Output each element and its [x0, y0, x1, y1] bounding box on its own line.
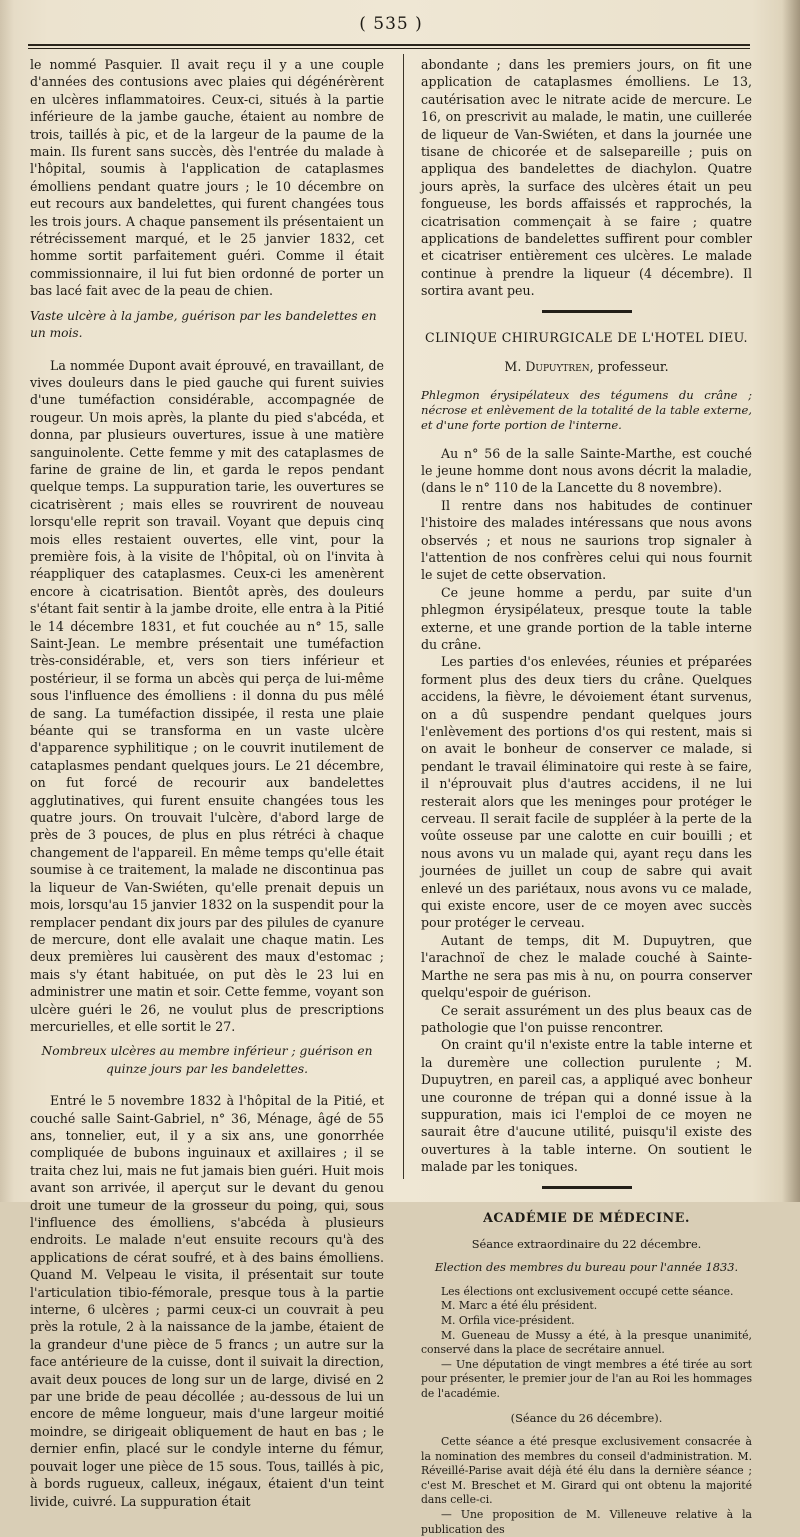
paragraph: On craint qu'il n'existe entre la table interne et la duremère une collection purulente ; M. Dupuytren, en pareil cas, a appliqué avec bonheur une couronne de trépan qui a donné issue à la suppuration, mais ici l'emploi de ce moyen ne saurait être d'aucune utilité, puisqu'il existe des ouvertures à la table interne. On soutient le malade par les toniques.: [421, 1037, 752, 1175]
section-separator: [542, 1186, 632, 1189]
clinic-heading: CLINIQUE CHIRURGICALE DE L'HOTEL DIEU.: [425, 329, 748, 345]
paragraph: Ce serait assurément un des plus beaux cas de pathologie que l'on puisse rencontrer.: [421, 1002, 752, 1035]
paragraph: M. Marc a été élu président.: [441, 1299, 598, 1313]
paragraph: Ce jeune homme a perdu, par suite d'un phlegmon érysipélateux, presque toute la table externe, et une grande portion de la table interne du crâne.: [421, 584, 752, 652]
professor-line: [421, 358, 752, 375]
section-separator: [542, 310, 632, 313]
paragraph: — Une députation de vingt membres a été tirée au sort pour présenter, le premier jour de l'an au Roi les hommages de l'académie.: [421, 1357, 752, 1400]
binding-shadow: [0, 0, 14, 1202]
paragraph: Il rentre dans nos habitudes de continuer l'histoire des malades intéressans que nous avons observés ; et nous ne saurions trop signaler à l'attention de nos confrères celui qui nous fournit le sujet de cette observation.: [421, 497, 752, 583]
paragraph: Au n° 56 de la salle Sainte-Marthe, est couché le jeune homme dont nous avons décrit la maladie, (dans le n° 110 de la Lancette du 8 novembre).: [421, 445, 752, 496]
left-column: [30, 56, 384, 1510]
page-number: ( 535 ): [359, 14, 423, 34]
academy-heading: ACADÉMIE DE MÉDECINE.: [483, 1209, 690, 1225]
right-column: [421, 56, 752, 1537]
professor-name: M. Dupuytren: [504, 359, 590, 375]
paragraph: le nommé Pasquier. Il avait reçu il y a une couple d'années des contusions avec plaies qui dégénérèrent en ulcères inflammatoires. Ceux-ci, situés à la partie inférieure de la jambe gauche, étaient au nombre de trois, taillés à pic, et de la largeur de la paume de la main. Ils furent sans succès, dès l'entrée du malade à l'hôpital, soumis à l'application de cataplasmes émolliens pendant quatre jours ; le 10 décembre on eut recours aux bandelettes, qui furent changées tous les trois jours. A chaque pansement ils présentaient un rétrécissement marqué, et le 25 janvier 1832, cet homme sortit parfaitement guéri. Comme il était commissionnaire, il lui fut bien ordonné de porter un bas lacé fait avec de la peau de chien.: [30, 57, 384, 299]
page-edge-shadow: [782, 0, 800, 1202]
paragraph: Les parties d'os enlevées, réunies et préparées forment plus des deux tiers du crâne. Quelques accidens, la fièvre, le dévoiement étant survenus, on a dû suspendre pendant quelques jours l'enlèvement des portions d'os qui restent, mais si on avait le bonheur de conserver ce malade, si pendant le travail éliminatoire qui reste à se faire, il n'éprouvait plus d'autres accidens, il ne lui resterait alors que les meninges pour protéger le cerveau. Il serait facile de suppléer à la perte de la voûte osseuse par une calotte en cuir bouilli ; et nous avons vu un malade qui, ayant reçu dans les journées de juillet un coup de sabre qui avait enlevé un des pariétaux, nous avons vu ce malade, qui existe encore, user de ce moyen avec succès pour protéger le cerveau.: [421, 654, 752, 931]
case-subtitle: Phlegmon érysipélateux des tégumens du crâne ; nécrose et enlèvement de la totalité de la table externe, et d'une forte portion de l'interne.: [421, 387, 752, 432]
section-title: Nombreux ulcères au membre inférieur ; guérison en quinze jours par les bandelettes.: [41, 1044, 373, 1076]
paragraph: Autant de temps, dit M. Dupuytren, que l'arachnoï de chez le malade couché à Sainte-Marthe ne sera pas mis à nu, on pourra conserver quelqu'espoir de guérison.: [421, 932, 752, 1001]
column-divider: [403, 54, 404, 1179]
header-rule: [28, 44, 750, 49]
paragraph: — Une proposition de M. Villeneuve relative à la publication des: [421, 1507, 752, 1536]
session-title: (Séance du 26 décembre).: [510, 1410, 663, 1425]
paragraph: abondante ; dans les premiers jours, on fit une application de cataplasmes émolliens. Le 13, cautérisation avec le nitrate acide de mercure. Le 16, on prescrivit au malade, le matin, une cuillerée de liqueur de Van-Swiéten, et dans la journée une tisane de chicorée et de salsepareille ; puis on appliqua des bandelettes de diachylon. Quatre jours après, la surface des ulcères était un peu fongueuse, les bords affaissés et rapprochés, la cicatrisation commençait à se faire ; quatre applications de bandelettes suffirent pour combler et cicatriser entièrement ces ulcères. Le malade continue à prendre la liqueur (4 décembre). Il sortira avant peu.: [421, 57, 752, 299]
election-title: Election des membres du bureau pour l'année 1833.: [434, 1260, 739, 1275]
paragraph: Entré le 5 novembre 1832 à l'hôpital de la Pitié, et couché salle Saint-Gabriel, n° 36, Ménage, âgé de 55 ans, tonnelier, eut, il y a six ans, une gonorrhée compliquée de bubons inguinaux et axillaires ; il se traita chez lui, mais ne fut jamais bien guéri. Huit mois avant son arrivée, il aperçut sur le devant du genou droit une tumeur de la grosseur du poing, qui, sous l'influence des émolliens, s'abcéda à plusieurs endroits. Le malade n'eut ensuite recours qu'à des applications de cérat soufré, et à des bains émolliens. Quand M. Velpeau le visita, il présentait sur toute l'articulation tibio-fémorale, presque tous à la partie interne, 6 ulcères ; parmi ceux-ci un couvrait à peu près la rotule, 2 à la naissance de la jambe, étaient de la grandeur d'une pièce de 5 francs ; un autre sur la face antérieure de la cuisse, dont il suivait la direction, avait deux pouces de long sur un de large, divisé en 2 par une bride de peau décollée ; au-dessous de lui un encore de même longueur, mais d'une largeur moitié moindre, se dirigeait obliquement de haut en bas ; le dernier enfin, placé sur le condyle interne du fémur, pouvait loger une pièce de 15 sous. Tous, taillés à pic, à bords rugueux, calleux, inégaux, étaient d'un teint livide, cuivré. La suppuration était: [30, 1093, 384, 1509]
paragraph: Cette séance a été presque exclusivement consacrée à la nomination des membres du conseil d'administration. M. Réveillé-Parise avait déjà été élu dans la dernière séance ; c'est M. Breschet et M. Girard qui ont obtenu la majorité dans celle-ci.: [421, 1434, 752, 1507]
paragraph: Les élections ont exclusivement occupé cette séance.: [441, 1284, 734, 1298]
session-title: Séance extraordinaire du 22 décembre.: [471, 1236, 702, 1251]
section-title: Vaste ulcère à la jambe, guérison par les bandelettes en un mois.: [30, 308, 377, 341]
paragraph: M. Gueneau de Mussy a été, à la presque unanimité, conservé dans la place de secrétaire annuel.: [421, 1328, 752, 1357]
paragraph: M. Orfila vice-président.: [441, 1313, 575, 1327]
paragraph: La nommée Dupont avait éprouvé, en travaillant, de vives douleurs dans le pied gauche qui furent suivies d'une tuméfaction considérable, accompagnée de rougeur. Un mois après, la plante du pied s'abcéda, et donna, par plusieurs ouvertures, issue à une matière sanguinolente. Cette femme y mit des cataplasmes de farine de graine de lin, et garda le repos pendant quelque temps. La suppuration tarie, les ouvertures se cicatrisèrent ; mais elles se rouvrirent de nouveau lorsqu'elle reprit son travail. Voyant que depuis cinq mois elles restaient ouvertes, elle vint, pour la première fois, à la visite de l'hôpital, où on l'invita à réappliquer des cataplasmes. Ceux-ci les amenèrent encore à cicatrisation. Bientôt après, des douleurs s'étant fait sentir à la jambe droite, elle entra à la Pitié le 14 décembre 1831, et fut couchée au n° 15, salle Saint-Jean. Le membre présentait une tuméfaction très-considérable, et, vers son tiers inférieur et postérieur, il se forma un abcès qui perça de lui-même sous l'influence des émolliens : il donna du pus mêlé de sang. La tuméfaction dissipée, il resta une plaie béante qui se transforma en un vaste ulcère d'apparence syphilitique ; on le couvrit inutilement de cataplasmes pendant quelques jours. Le 21 décembre, on fut forcé de recourir aux bandelettes agglutinatives, qui furent ensuite changées tous les quatre jours. On trouvait l'ulcère, d'abord large de près de 3 pouces, de plus en plus rétréci à chaque changement de l'appareil. En même temps qu'elle était soumise à ce traitement, la malade ne discontinua pas la liqueur de Van-Swiéten, qu'elle prenait depuis un mois, lorsqu'au 15 janvier 1832 on la suspendit pour la remplacer pendant dix jours par des pilules de cyanure de mercure, dont elle avalait une chaque matin. Les deux premières lui causèrent des maux d'estomac ; mais s'y étant habituée, on put dès le 23 lui en administrer une matin et soir. Cette femme, voyant son ulcère guéri le 26, ne voulut plus de prescriptions mercurielles, et elle sortit le 27.: [30, 357, 384, 1034]
professor-role: , professeur.: [589, 359, 669, 375]
